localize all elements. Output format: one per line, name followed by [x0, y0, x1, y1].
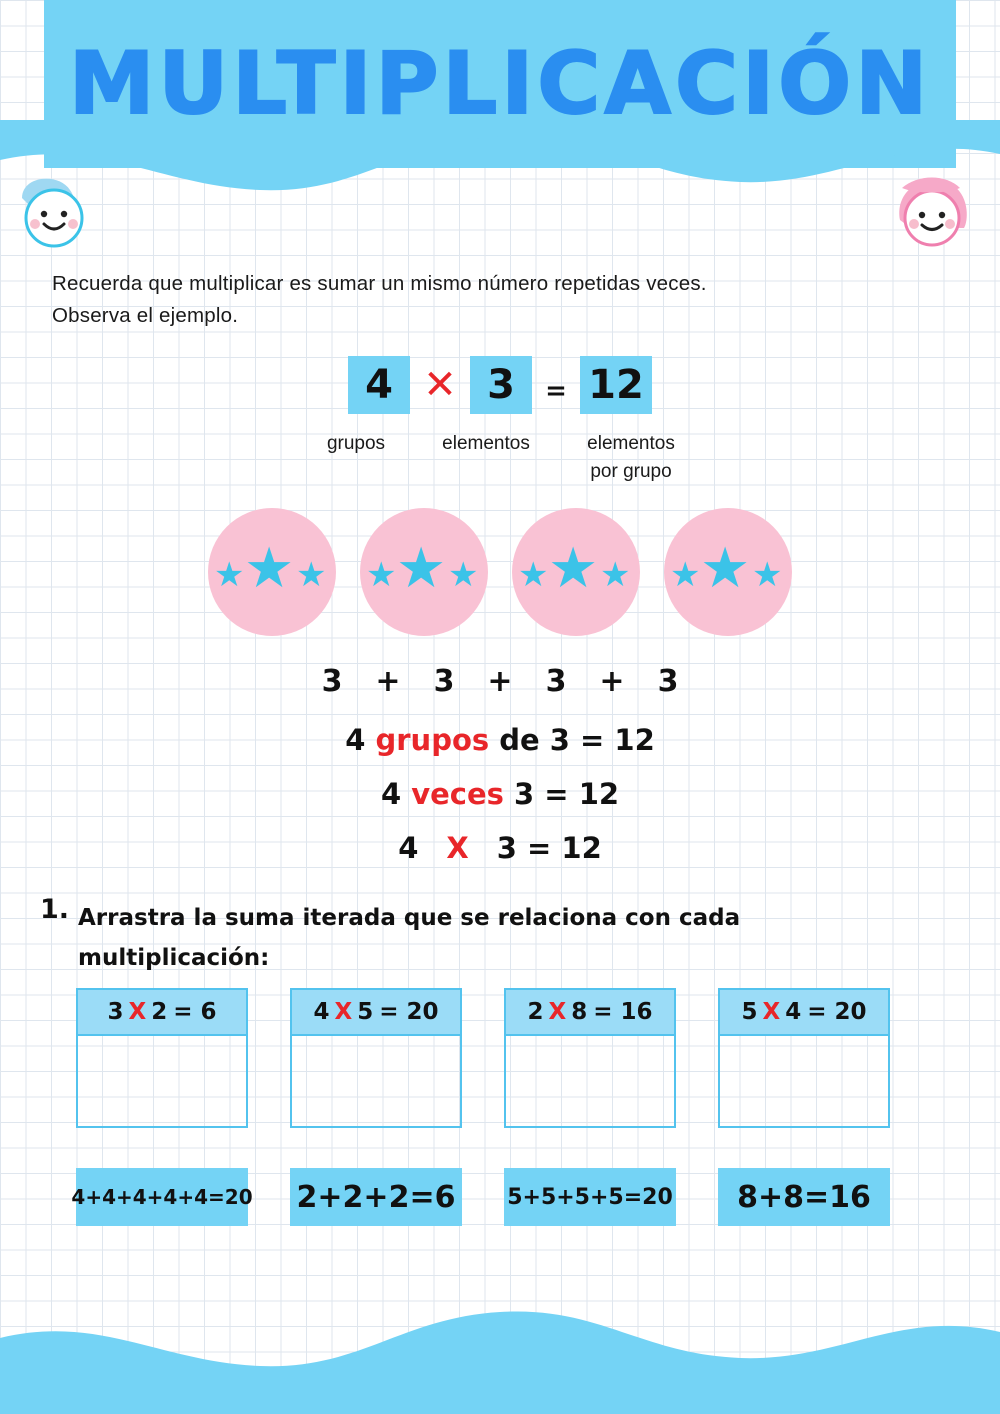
star-icon: ★ [296, 556, 327, 594]
repeated-sum-row [0, 664, 1000, 699]
star-icon: ★ [752, 556, 783, 594]
plus-sign: + [487, 664, 513, 699]
bottom-wave-decoration [0, 1304, 1000, 1414]
card-factor-1: 5 [741, 999, 758, 1025]
star-group [512, 508, 640, 636]
statement-1-pre: 4 [345, 723, 376, 757]
boy-avatar-icon [8, 168, 100, 260]
multiplication-card-header [290, 988, 462, 1036]
multiplication-sign-icon: ✕ [423, 362, 457, 408]
sum-term: 3 [657, 664, 679, 699]
statement-3-highlight: X [446, 831, 469, 865]
plus-sign: + [599, 664, 625, 699]
drop-zone[interactable] [504, 1036, 676, 1128]
card-result: = 20 [807, 999, 867, 1025]
star-icon: ★ [396, 536, 447, 599]
card-factor-2: 4 [785, 999, 802, 1025]
star-icon: ★ [244, 536, 295, 599]
statement-2-post: 3 = 12 [503, 777, 620, 811]
statement-1-highlight: grupos [375, 723, 490, 757]
star-group [360, 508, 488, 636]
multiplication-sign-icon: X [128, 999, 147, 1025]
card-factor-2: 5 [357, 999, 374, 1025]
statement-2-highlight: veces [411, 777, 504, 811]
equals-sign: = [545, 376, 567, 406]
plus-sign: + [375, 664, 401, 699]
multiplication-sign-icon: X [548, 999, 567, 1025]
card-result: = 16 [593, 999, 653, 1025]
exercise-instruction [78, 898, 778, 979]
star-icon: ★ [366, 556, 397, 594]
multiplication-sign-icon: X [334, 999, 353, 1025]
label-per-group-line-2: por grupo [590, 460, 672, 482]
statement-3-post: 3 = 12 [496, 831, 602, 865]
intro-line-1: Recuerda que multiplicar es sumar un mismo número repetidas veces. [52, 272, 707, 295]
instruction-line-2: multiplicación: [78, 945, 270, 972]
draggable-answer-chip[interactable]: 4+4+4+4+4=20 [76, 1168, 248, 1226]
equation-factor-1: 4 [348, 356, 410, 414]
equation-factor-2: 3 [470, 356, 532, 414]
sum-term: 3 [433, 664, 455, 699]
card-result: = 6 [173, 999, 217, 1025]
sum-term: 3 [545, 664, 567, 699]
label-elements: elementos [442, 433, 530, 454]
star-groups [0, 508, 1000, 636]
drop-zone[interactable] [718, 1036, 890, 1128]
star-group [664, 508, 792, 636]
top-wave-decoration [0, 120, 1000, 240]
statement-symbolic [0, 831, 1000, 865]
statement-times [0, 777, 1000, 811]
multiplication-card-header [76, 988, 248, 1036]
star-icon: ★ [518, 556, 549, 594]
drop-zone[interactable] [76, 1036, 248, 1128]
statement-2-pre: 4 [380, 777, 412, 811]
multiplication-sign-icon: X [762, 999, 781, 1025]
girl-avatar-icon [884, 168, 976, 260]
card-factor-1: 2 [527, 999, 544, 1025]
multiplication-cards [76, 988, 948, 1128]
multiplication-card [76, 988, 248, 1128]
statement-3-pre: 4 [398, 831, 419, 865]
intro-text [52, 268, 932, 332]
star-group [208, 508, 336, 636]
answer-chips [71, 1168, 948, 1226]
draggable-answer-chip[interactable]: 2+2+2=6 [290, 1168, 462, 1226]
label-elements-per-group [556, 430, 706, 485]
statement-1-post: de 3 = 12 [489, 723, 655, 757]
card-factor-2: 8 [571, 999, 588, 1025]
draggable-answer-chip[interactable]: 5+5+5+5=20 [504, 1168, 676, 1226]
multiplication-card-header [504, 988, 676, 1036]
drop-zone[interactable] [290, 1036, 462, 1128]
card-factor-1: 3 [107, 999, 124, 1025]
statement-groups-of [0, 723, 1000, 757]
label-groups: grupos [326, 433, 386, 454]
card-factor-1: 4 [313, 999, 330, 1025]
multiplication-card-header [718, 988, 890, 1036]
star-icon: ★ [700, 536, 751, 599]
star-icon: ★ [600, 556, 631, 594]
star-icon: ★ [548, 536, 599, 599]
equation-labels [0, 430, 1000, 485]
multiplication-card [718, 988, 890, 1128]
page-title: MULTIPLICACIÓN [68, 34, 932, 134]
exercise-number: 1. [40, 894, 70, 925]
example-equation [0, 356, 1000, 414]
star-icon: ★ [670, 556, 701, 594]
card-factor-2: 2 [151, 999, 168, 1025]
instruction-line-1: Arrastra la suma iterada que se relaciona con cada [78, 905, 741, 931]
star-icon: ★ [214, 556, 245, 594]
draggable-answer-chip[interactable]: 8+8=16 [718, 1168, 890, 1226]
card-result: = 20 [379, 999, 439, 1025]
intro-line-2: Observa el ejemplo. [52, 303, 239, 327]
equation-product: 12 [580, 356, 652, 414]
sum-term: 3 [321, 664, 343, 699]
label-per-group-line-1: elementos [587, 433, 675, 454]
star-icon: ★ [448, 556, 479, 594]
multiplication-card [504, 988, 676, 1128]
multiplication-card [290, 988, 462, 1128]
